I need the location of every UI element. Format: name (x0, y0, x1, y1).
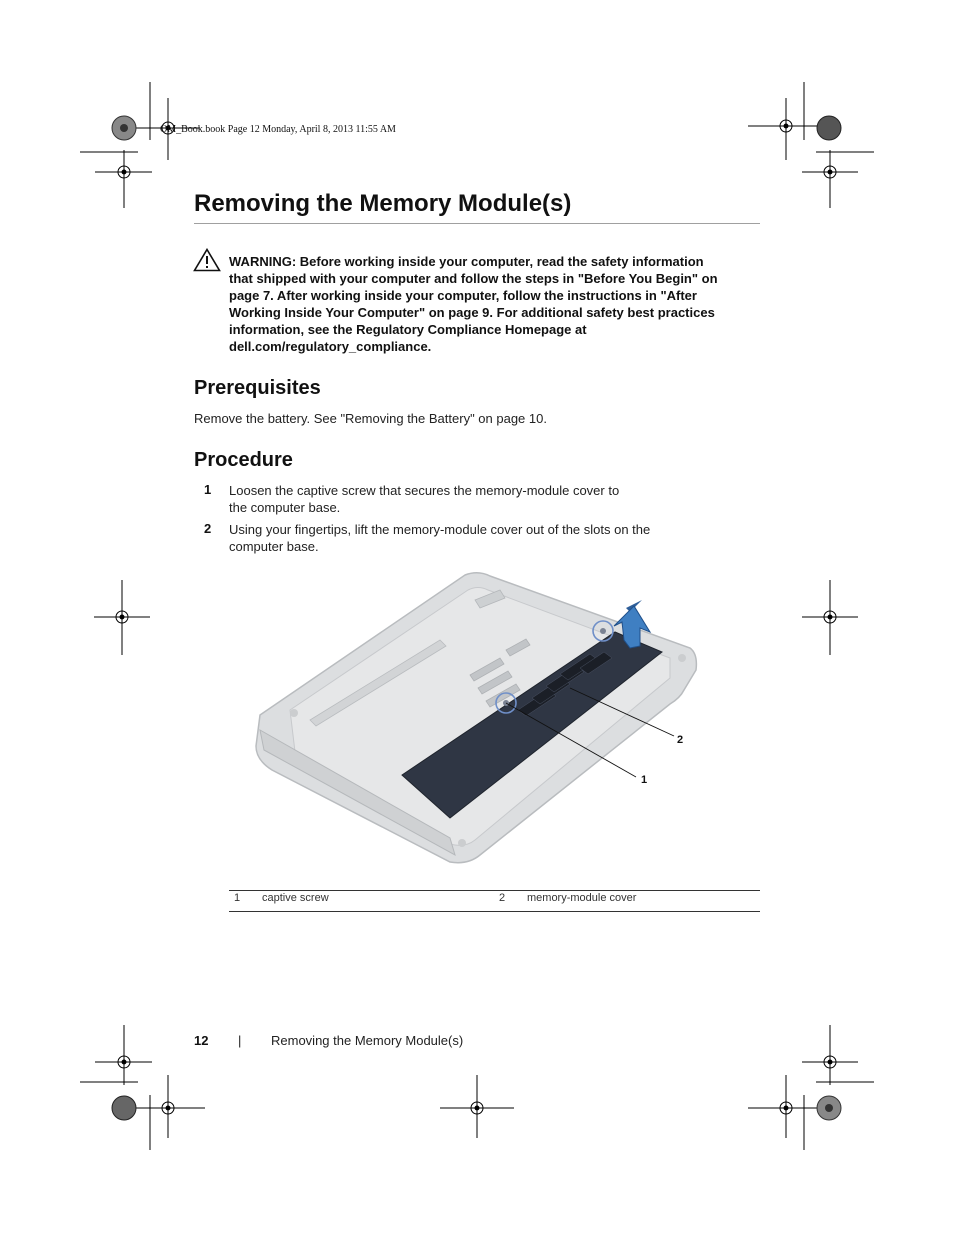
legend-number: 2 (499, 892, 506, 904)
procedure-heading: Procedure (194, 449, 293, 471)
prerequisites-heading: Prerequisites (194, 377, 321, 399)
page-number: 12 (194, 1033, 209, 1048)
footer-section-title: Removing the Memory Module(s) (271, 1033, 464, 1048)
step-number: 1 (204, 482, 212, 497)
footer-separator: | (238, 1033, 242, 1048)
laptop-base-illustration (250, 570, 700, 870)
legend-label: captive screw (262, 892, 329, 904)
step-text: Using your fingertips, lift the memory-module cover out of the slots on the computer base. (229, 522, 651, 554)
legend-bottom-rule (229, 911, 760, 912)
figure-callout: 2 (677, 734, 684, 746)
step-text: Loosen the captive screw that secures the memory-module cover to the computer base. (229, 483, 620, 515)
legend-number: 1 (234, 892, 241, 904)
legend-label: memory-module cover (527, 892, 637, 904)
warning-text: WARNING: Before working inside your computer, read the safety information that shipped with your computer and follow the steps in "Before You Begin" on page 7. After working inside your computer, follow the instructions in "After Working Inside Your Computer" on page 9. For additional safety best practices information, see the Regulatory Compliance Homepage at dell.com/regulatory_compliance. (229, 254, 718, 354)
page-title: Removing the Memory Module(s) (194, 190, 572, 217)
step-number: 2 (204, 521, 212, 536)
legend-top-rule (229, 890, 760, 891)
figure-callout: 1 (641, 774, 648, 786)
title-divider (194, 223, 760, 224)
warning-triangle-icon (193, 248, 221, 272)
print-slug: OM_Book.book Page 12 Monday, April 8, 2013 11:55 AM (160, 124, 396, 135)
prerequisites-text: Remove the battery. See "Removing the Battery" on page 10. (194, 411, 547, 426)
